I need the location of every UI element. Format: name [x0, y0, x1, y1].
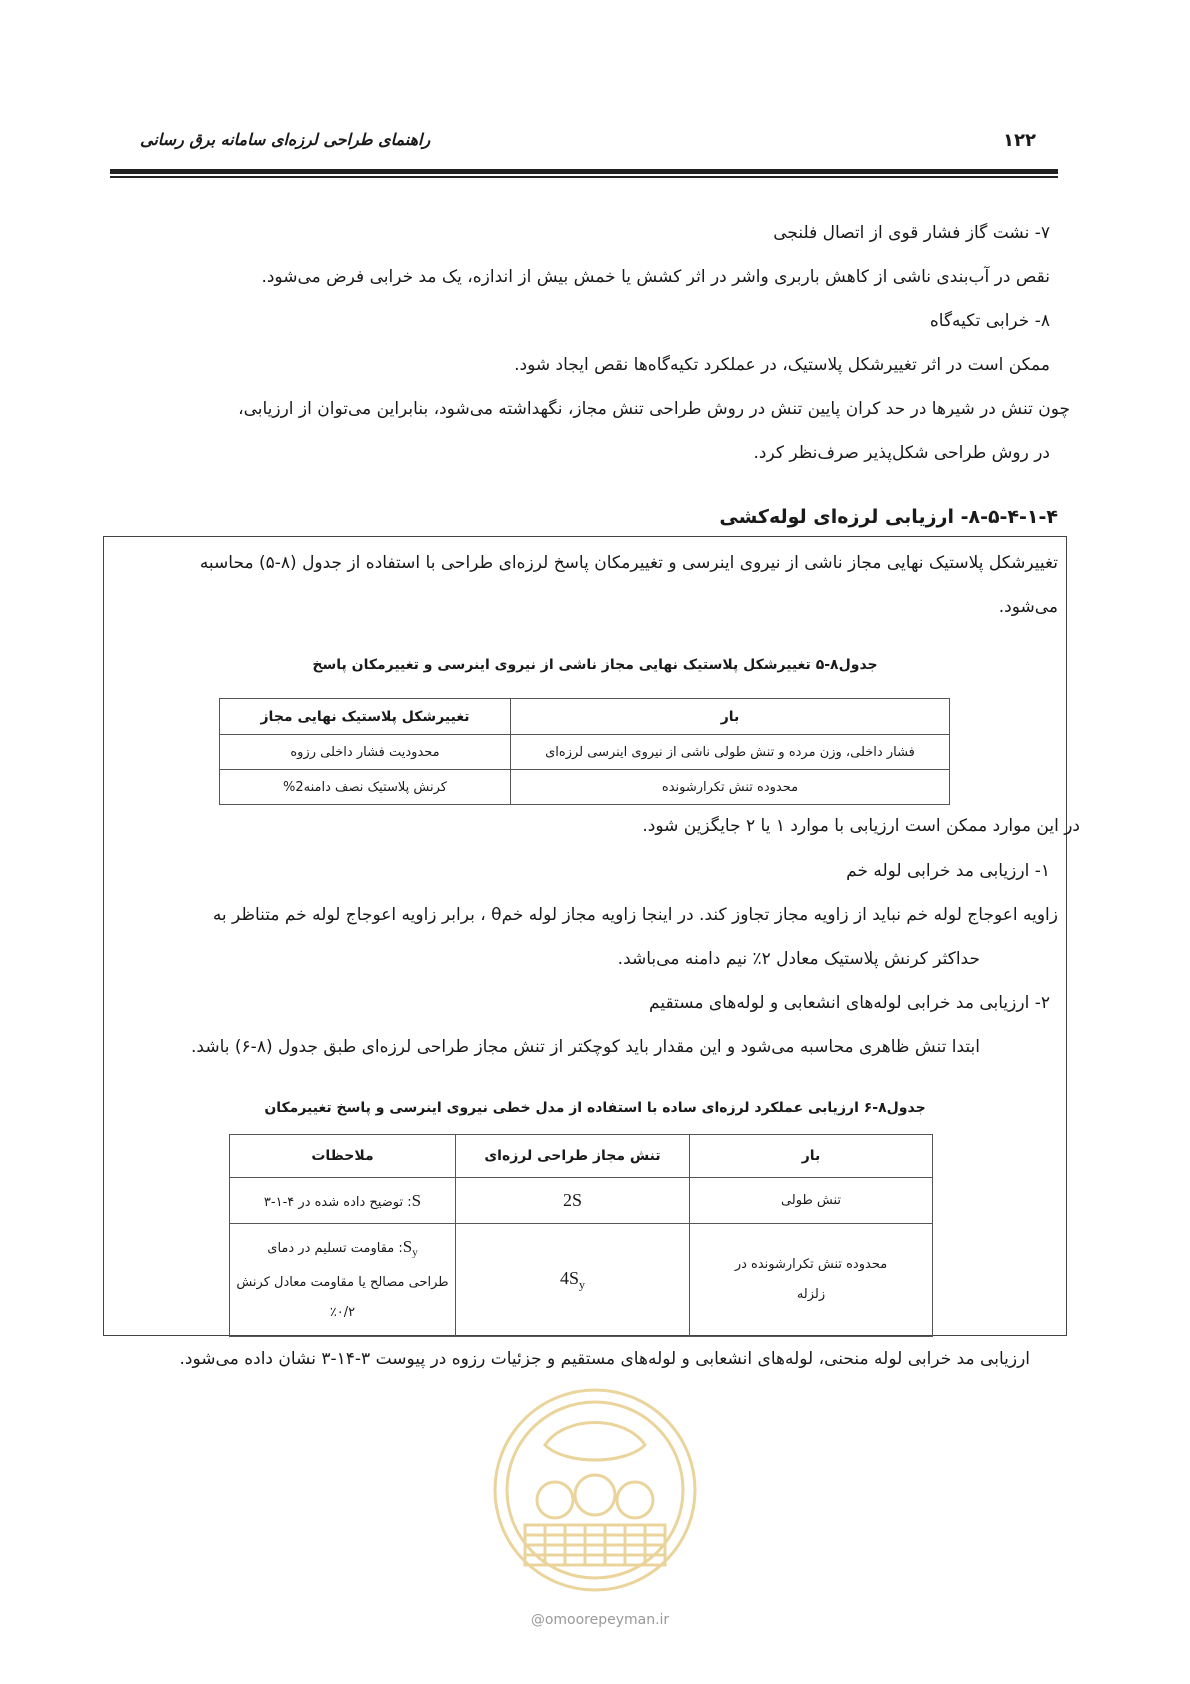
table-cell: 2S: [456, 1178, 690, 1224]
table-row: [230, 1178, 933, 1224]
table-header-cell: بار: [690, 1135, 933, 1178]
item-1-heading: ۱- ارزیابی مد خرابی لوله خم: [846, 861, 1050, 881]
paragraph-line: زاویه اعوجاج لوله خم نباید از زاویه مجاز تجاوز کند. در اینجا زاویه مجاز لوله خمθ ، برابر زاویه اعوجاج لوله خم متناظر به: [212, 905, 1058, 925]
watermark-logo: [485, 1375, 705, 1605]
paragraph-line: ارزیابی مد خرابی لوله منحنی، لوله‌های انشعابی و لوله‌های مستقیم و جزئیات رزوه در پیوست ۳-۱۴-۳ نشان داده می‌شود.: [179, 1349, 1030, 1369]
table-8-5: [219, 698, 950, 805]
table-header-cell: تنش مجاز طراحی لرزه‌ای: [456, 1135, 690, 1178]
table-cell: S: توضیح داده شده در ۴-۱-۳: [230, 1178, 456, 1224]
table-row: [220, 735, 950, 770]
box-paragraph-line: تغییرشکل پلاستیک نهایی مجاز ناشی از نیروی اینرسی و تغییرمکان پاسخ لرزه‌ای طراحی با استفاده از جدول (۸-۵) محاسبه: [199, 553, 1058, 573]
table-row: [220, 770, 950, 805]
paragraph-line: حداکثر کرنش پلاستیک معادل ۲٪ نیم دامنه می‌باشد.: [617, 949, 980, 969]
table-cell: کرنش پلاستیک نصف دامنه2%: [220, 770, 511, 805]
header-rule: [110, 169, 1058, 174]
running-header-title: راهنمای طراحی لرزه‌ای سامانه برق رسانی: [140, 130, 431, 149]
item-8-text: ممکن است در اثر تغییرشکل پلاستیک، در عملکرد تکیه‌گاه‌ها نقص ایجاد شود.: [514, 355, 1050, 375]
paragraph-line: در روش طراحی شکل‌پذیر صرف‌نظر کرد.: [753, 443, 1050, 463]
box-paragraph-line: می‌شود.: [998, 597, 1058, 617]
page-number: ۱۲۲: [1003, 130, 1036, 151]
table-header-cell: تغییرشکل پلاستیک نهایی مجاز: [220, 699, 511, 735]
table-row: [230, 1224, 933, 1337]
item-7-heading: ۷- نشت گاز فشار قوی از اتصال فلنجی: [773, 223, 1050, 243]
paragraph-line: در این موارد ممکن است ارزیابی با موارد ۱ یا ۲ جایگزین شود.: [642, 816, 1080, 836]
table-header-cell: ملاحظات: [230, 1135, 456, 1178]
table-header-cell: بار: [511, 699, 950, 735]
item-7-text: نقص در آب‌بندی ناشی از کاهش باربری واشر در اثر کشش یا خمش بیش از اندازه، یک مد خرابی فرض می‌شود.: [261, 267, 1050, 287]
table-caption: جدول۸-۵ تغییرشکل پلاستیک نهایی مجاز ناشی از نیروی اینرسی و تغییرمکان پاسخ: [312, 657, 878, 673]
table-cell: محدوده تنش تکرارشونده: [511, 770, 950, 805]
table-caption: جدول۸-۶ ارزیابی عملکرد لرزه‌ای ساده با استفاده از مدل خطی نیروی اینرسی و پاسخ تغییرمکان: [264, 1100, 926, 1116]
watermark-url: @omoorepeyman.ir: [530, 1612, 670, 1628]
table-cell: $S_y$: مقاومت تسلیم در دمای طراحی مصالح یا مقاومت معادل کرنش ٪۰/۲: [230, 1224, 456, 1337]
table-cell: فشار داخلی، وزن مرده و تنش طولی ناشی از نیروی اینرسی لرزه‌ای: [511, 735, 950, 770]
item-2-heading: ۲- ارزیابی مد خرابی لوله‌های انشعابی و لوله‌های مستقیم: [649, 993, 1050, 1013]
header-rule-thin: [110, 176, 1058, 178]
table-cell: محدودیت فشار داخلی رزوه: [220, 735, 511, 770]
table-8-6: [229, 1134, 933, 1337]
section-title: ۸-۵-۴-۱-۴- ارزیابی لرزه‌ای لوله‌کشی: [719, 506, 1058, 528]
paragraph-line: ابتدا تنش ظاهری محاسبه می‌شود و این مقدار باید کوچکتر از تنش مجاز طراحی لرزه‌ای طبق جدول (۸-۶) باشد.: [191, 1037, 980, 1057]
item-8-heading: ۸- خرابی تکیه‌گاه: [929, 311, 1050, 331]
table-cell: محدوده تنش تکرارشونده در زلزله: [690, 1224, 933, 1337]
table-cell: $4S_y$: [456, 1224, 690, 1337]
paragraph-line: چون تنش در شیرها در حد کران پایین تنش در روش طراحی تنش مجاز، نگهداشته می‌شود، بنابراین می‌توان از ارزیابی،: [238, 399, 1070, 419]
table-cell: تنش طولی: [690, 1178, 933, 1224]
